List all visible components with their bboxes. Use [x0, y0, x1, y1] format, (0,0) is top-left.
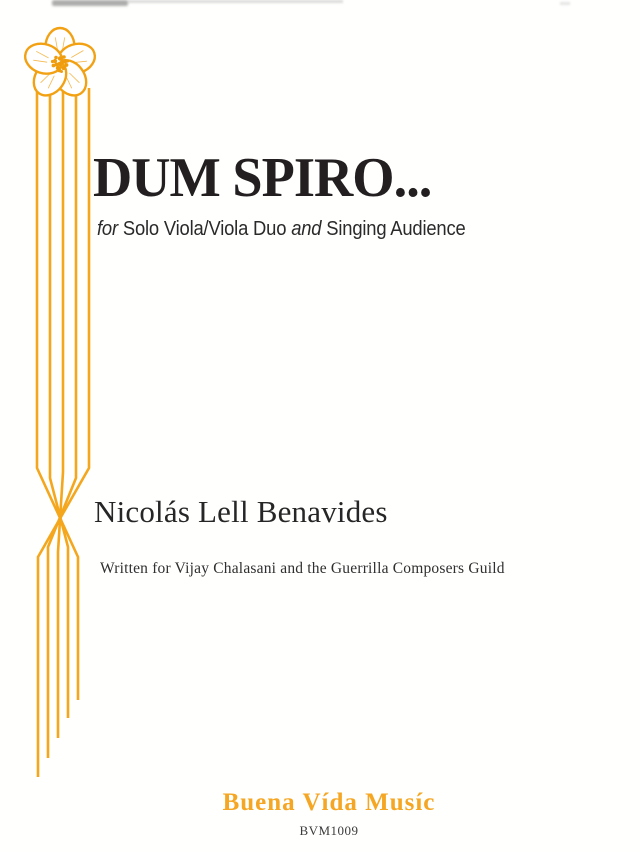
- catalog-number: BVM1009: [299, 823, 359, 838]
- page-title: DUM SPIRO...: [93, 146, 432, 209]
- subtitle: [97, 219, 466, 239]
- string-lines-icon: [37, 88, 89, 777]
- scan-artifact: [560, 2, 570, 5]
- stamen-dots: [51, 55, 69, 73]
- subtitle-for: for: [97, 218, 123, 240]
- dedication-line: Written for Vijay Chalasani and the Guerrilla Composers Guild: [100, 560, 505, 577]
- poppy-flower-icon: [21, 28, 99, 102]
- subtitle-instrumentation: Solo Viola/Viola Duo: [122, 218, 292, 240]
- petal-veins: [33, 37, 87, 88]
- scan-artifact: [52, 0, 128, 6]
- subtitle-audience: Singing Audience: [326, 218, 466, 240]
- composer-name: Nicolás Lell Benavides: [94, 494, 388, 529]
- subtitle-and: and: [291, 218, 327, 240]
- footer: [0, 790, 640, 837]
- publisher-name: Buena Vída Musíc: [222, 789, 436, 816]
- scan-artifact: [128, 0, 343, 3]
